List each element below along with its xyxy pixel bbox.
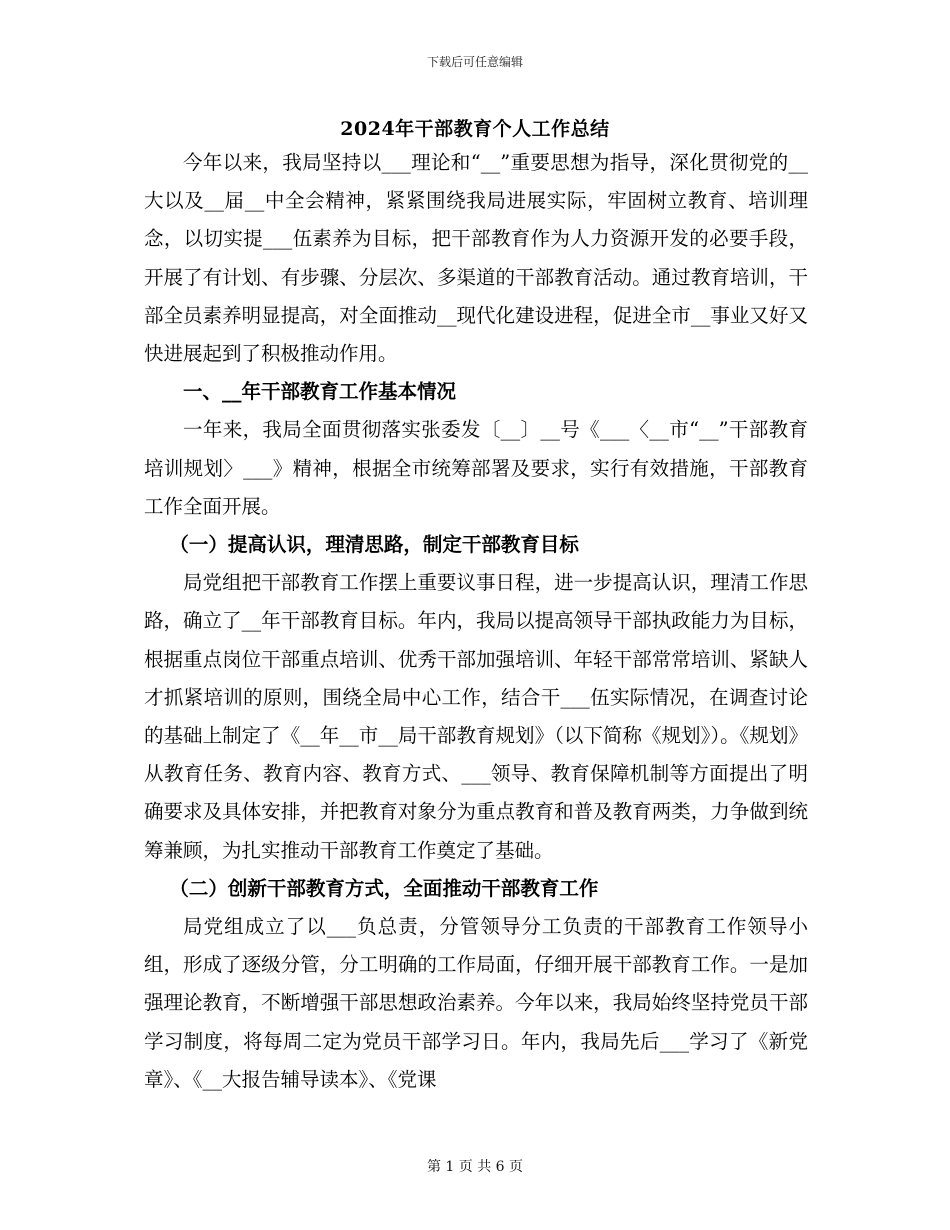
page-number: 第 1 页 共 6 页 [426, 1159, 524, 1175]
header-note: 下载后可任意编辑 [426, 55, 523, 69]
subsection-1-paragraph: 局党组把干部教育工作摆上重要议事日程，进一步提高认识，理清工作思路，确立了__年干部教育目标。年内，我局以提高领导干部执政能力为目标，根据重点岗位干部重点培训、优秀干部加强培训、年轻干部常常培训、紧缺人才抓紧培训的原则，围绕全局中心工作，结合干___伍实际情况，在调查讨论的基础上制定了《__年__市__局干部教育规划》（以下简称《规划》）。《规划》从教育任务、教育内容、教育方式、___领导、教育保障机制等方面提出了明确要求及具体安排，并把教育对象分为重点教育和普及教育两类，力争做到统筹兼顾，为扎实推动干部教育工作奠定了基础。 [144, 571, 808, 862]
document-title: 2024年干部教育个人工作总结 [340, 118, 610, 140]
intro-paragraph: 今年以来，我局坚持以___理论和“__”重要思想为指导，深化贯彻党的__大以及__届__中全会精神，紧紧围绕我局进展实际，牢固树立教育、培训理念，以切实提___伍素养为目标，把干部教育作为人力资源开发的必要手段，开展了有计划、有步骤、分层次、多渠道的干部教育活动。通过教育培训，干部全员素养明显提高，对全面推动__现代化建设进程，促进全市__事业又好又快进展起到了积极推动作用。 [144, 151, 808, 366]
subsection-heading-1: （一）提高认识，理清思路，制定干部教育目标 [169, 533, 579, 557]
section-1-paragraph: 一年来，我局全面贯彻落实张委发〔__〕__号《___〈__市“__”干部教育培训规划〉___》精神，根据全市统筹部署及要求，实行有效措施，干部教育工作全面开展。 [144, 418, 808, 518]
document-body [144, 144, 808, 1099]
section-heading-1: 一、__年干部教育工作基本情况 [183, 380, 457, 404]
subsection-2-paragraph: 局党组成立了以___负总责，分管领导分工负责的干部教育工作领导小组，形成了逐级分管，分工明确的工作局面，仔细开展干部教育工作。一是加强理论教育，不断增强干部思想政治素养。今年以来，我局始终坚持党员干部学习制度，将每周二定为党员干部学习日。年内，我局先后___学习了《新党章》、《__大报告辅导读本》、《党课 [144, 915, 808, 1091]
subsection-heading-2: （二）创新干部教育方式，全面推动干部教育工作 [169, 876, 599, 900]
